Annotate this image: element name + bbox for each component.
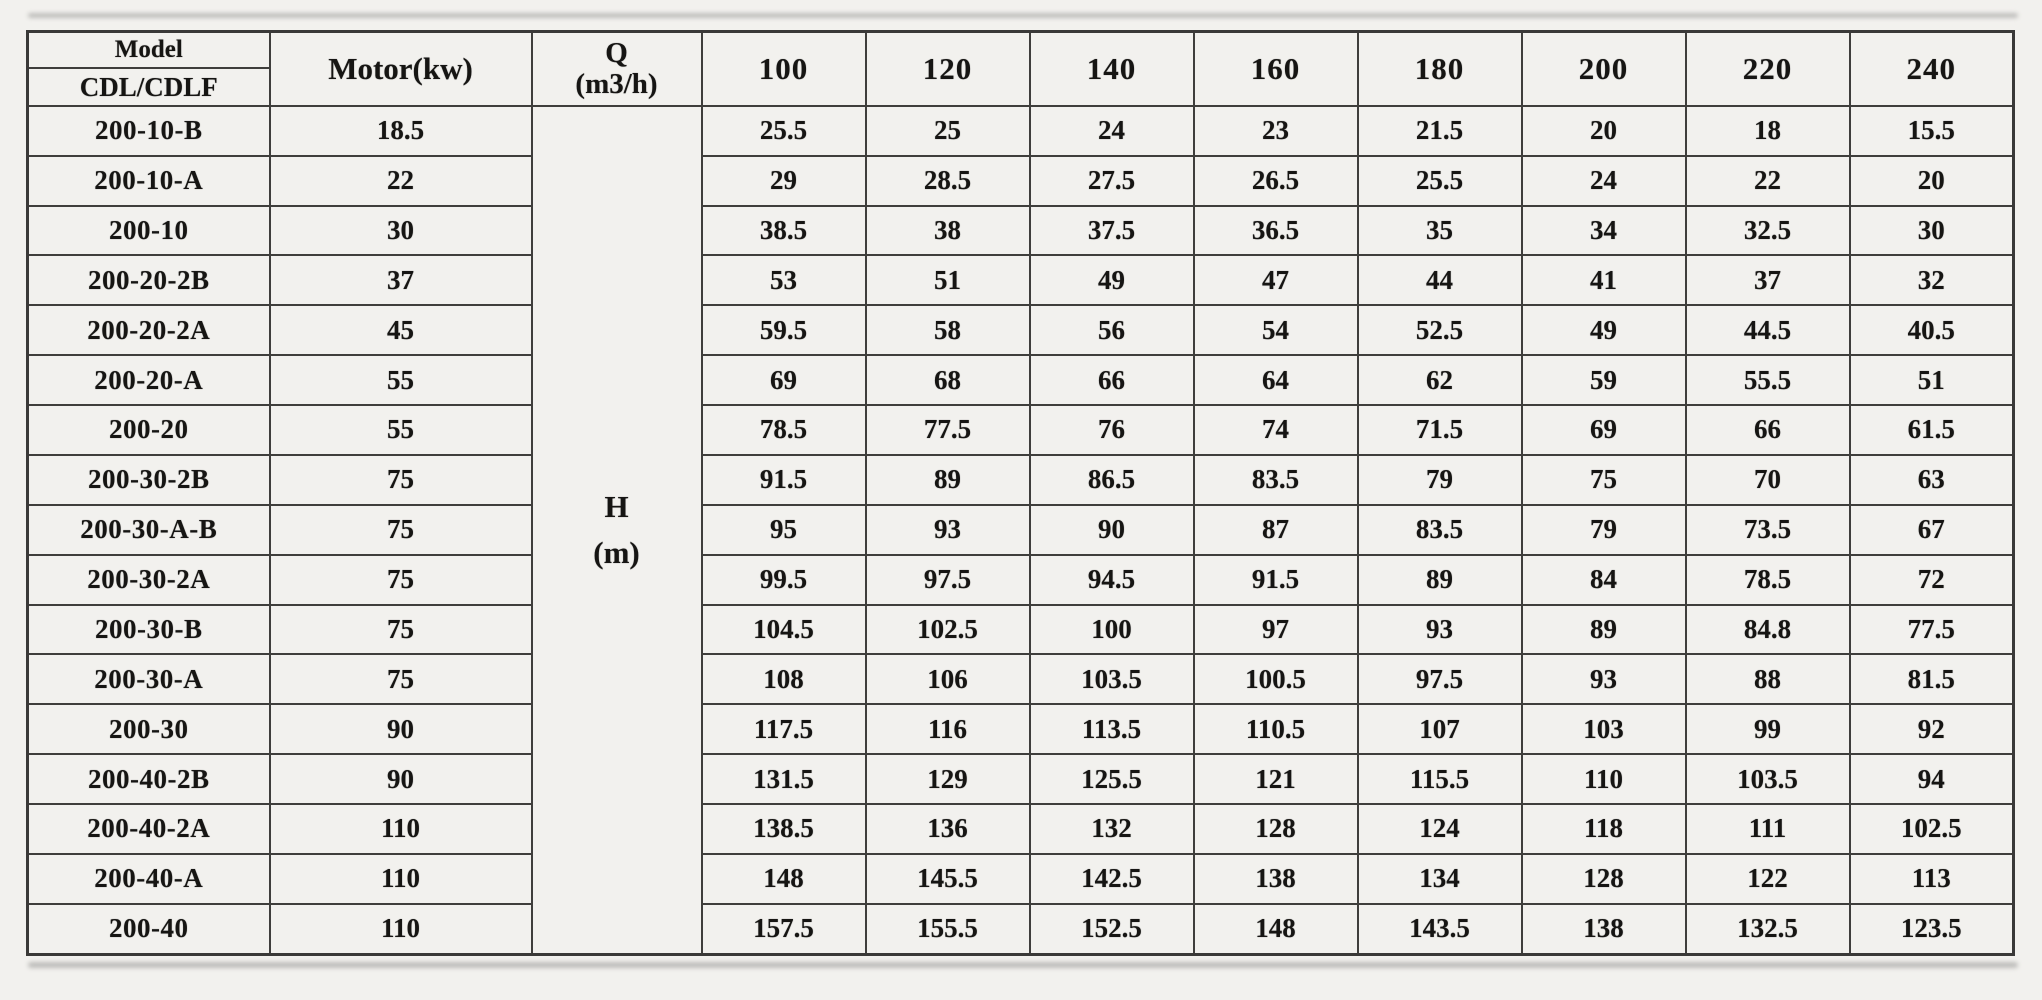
model-cell: 200-30-2A <box>28 555 270 605</box>
motor-power-cell: 75 <box>270 605 532 655</box>
head-value-cell: 37 <box>1686 255 1850 305</box>
motor-power-cell: 110 <box>270 904 532 955</box>
head-value-cell: 125.5 <box>1030 754 1194 804</box>
head-value-cell: 54 <box>1194 305 1358 355</box>
head-value-cell: 69 <box>1522 405 1686 455</box>
head-value-cell: 55.5 <box>1686 355 1850 405</box>
head-value-cell: 106 <box>866 654 1030 704</box>
head-value-cell: 78.5 <box>702 405 866 455</box>
head-value-cell: 113 <box>1850 854 2014 904</box>
head-value-cell: 83.5 <box>1194 455 1358 505</box>
head-value-cell: 36.5 <box>1194 206 1358 256</box>
head-value-cell: 97.5 <box>866 555 1030 605</box>
head-value-cell: 97 <box>1194 605 1358 655</box>
head-value-cell: 111 <box>1686 804 1850 854</box>
head-value-cell: 100 <box>1030 605 1194 655</box>
head-value-cell: 122 <box>1686 854 1850 904</box>
table-row <box>28 754 2014 804</box>
scan-artifact-bottom <box>28 962 2018 968</box>
head-value-cell: 128 <box>1522 854 1686 904</box>
head-value-cell: 138 <box>1194 854 1358 904</box>
model-cell: 200-10-A <box>28 156 270 206</box>
head-value-cell: 26.5 <box>1194 156 1358 206</box>
head-value-cell: 23 <box>1194 106 1358 156</box>
head-unit-cell <box>532 106 702 955</box>
head-value-cell: 128 <box>1194 804 1358 854</box>
motor-power-cell: 75 <box>270 455 532 505</box>
flow-header-240: 240 <box>1850 32 2014 106</box>
head-value-cell: 99.5 <box>702 555 866 605</box>
head-value-cell: 97.5 <box>1358 654 1522 704</box>
motor-power-cell: 37 <box>270 255 532 305</box>
head-value-cell: 78.5 <box>1686 555 1850 605</box>
head-value-cell: 76 <box>1030 405 1194 455</box>
head-value-cell: 38 <box>866 206 1030 256</box>
head-value-cell: 75 <box>1522 455 1686 505</box>
table-row <box>28 305 2014 355</box>
head-value-cell: 68 <box>866 355 1030 405</box>
flow-header-180: 180 <box>1358 32 1522 106</box>
head-value-cell: 20 <box>1850 156 2014 206</box>
head-value-cell: 59.5 <box>702 305 866 355</box>
head-value-cell: 64 <box>1194 355 1358 405</box>
head-value-cell: 108 <box>702 654 866 704</box>
head-value-cell: 29 <box>702 156 866 206</box>
table-row <box>28 405 2014 455</box>
head-value-cell: 53 <box>702 255 866 305</box>
head-value-cell: 30 <box>1850 206 2014 256</box>
head-value-cell: 58 <box>866 305 1030 355</box>
model-cell: 200-10 <box>28 206 270 256</box>
model-header-title: Model <box>29 33 269 69</box>
model-cell: 200-40-2B <box>28 754 270 804</box>
head-value-cell: 110.5 <box>1194 704 1358 754</box>
head-value-cell: 51 <box>866 255 1030 305</box>
model-cell: 200-30-A-B <box>28 505 270 555</box>
motor-power-cell: 110 <box>270 804 532 854</box>
head-value-cell: 44.5 <box>1686 305 1850 355</box>
motor-power-cell: 18.5 <box>270 106 532 156</box>
head-value-cell: 90 <box>1030 505 1194 555</box>
table-row <box>28 156 2014 206</box>
head-value-cell: 44 <box>1358 255 1522 305</box>
head-value-cell: 86.5 <box>1030 455 1194 505</box>
table-row <box>28 605 2014 655</box>
head-value-cell: 77.5 <box>866 405 1030 455</box>
head-value-cell: 32.5 <box>1686 206 1850 256</box>
head-value-cell: 77.5 <box>1850 605 2014 655</box>
head-value-cell: 91.5 <box>1194 555 1358 605</box>
head-value-cell: 92 <box>1850 704 2014 754</box>
head-value-cell: 79 <box>1358 455 1522 505</box>
head-value-cell: 47 <box>1194 255 1358 305</box>
head-value-cell: 35 <box>1358 206 1522 256</box>
motor-power-cell: 90 <box>270 704 532 754</box>
head-value-cell: 49 <box>1030 255 1194 305</box>
motor-header-cell: Motor(kw) <box>270 32 532 106</box>
head-value-cell: 18 <box>1686 106 1850 156</box>
table-row <box>28 904 2014 955</box>
head-value-cell: 24 <box>1522 156 1686 206</box>
head-value-cell: 34 <box>1522 206 1686 256</box>
head-value-cell: 148 <box>1194 904 1358 955</box>
model-cell: 200-20-A <box>28 355 270 405</box>
motor-power-cell: 75 <box>270 505 532 555</box>
head-value-cell: 93 <box>866 505 1030 555</box>
head-value-cell: 132.5 <box>1686 904 1850 955</box>
head-value-cell: 32 <box>1850 255 2014 305</box>
head-value-cell: 132 <box>1030 804 1194 854</box>
head-value-cell: 93 <box>1358 605 1522 655</box>
head-value-cell: 124 <box>1358 804 1522 854</box>
table-row <box>28 854 2014 904</box>
head-value-cell: 25.5 <box>702 106 866 156</box>
flow-symbol: Q <box>605 36 628 69</box>
head-value-cell: 52.5 <box>1358 305 1522 355</box>
head-value-cell: 129 <box>866 754 1030 804</box>
head-value-cell: 63 <box>1850 455 2014 505</box>
head-value-cell: 104.5 <box>702 605 866 655</box>
head-value-cell: 94.5 <box>1030 555 1194 605</box>
table-row <box>28 206 2014 256</box>
head-value-cell: 145.5 <box>866 854 1030 904</box>
model-cell: 200-30-A <box>28 654 270 704</box>
scan-artifact-top <box>28 13 2018 18</box>
head-value-cell: 41 <box>1522 255 1686 305</box>
head-value-cell: 61.5 <box>1850 405 2014 455</box>
head-value-cell: 89 <box>866 455 1030 505</box>
head-value-cell: 103.5 <box>1686 754 1850 804</box>
head-value-cell: 113.5 <box>1030 704 1194 754</box>
head-value-cell: 93 <box>1522 654 1686 704</box>
head-value-cell: 103.5 <box>1030 654 1194 704</box>
head-value-cell: 148 <box>702 854 866 904</box>
head-value-cell: 66 <box>1030 355 1194 405</box>
table-row <box>28 654 2014 704</box>
head-value-cell: 24 <box>1030 106 1194 156</box>
head-value-cell: 118 <box>1522 804 1686 854</box>
motor-power-cell: 55 <box>270 355 532 405</box>
head-symbol: H <box>604 489 629 525</box>
head-value-cell: 15.5 <box>1850 106 2014 156</box>
flow-header-160: 160 <box>1194 32 1358 106</box>
model-header-cell <box>28 32 270 106</box>
head-value-cell: 72 <box>1850 555 2014 605</box>
model-cell: 200-30 <box>28 704 270 754</box>
head-value-cell: 71.5 <box>1358 405 1522 455</box>
flow-header-120: 120 <box>866 32 1030 106</box>
flow-header-140: 140 <box>1030 32 1194 106</box>
head-value-cell: 138.5 <box>702 804 866 854</box>
table-row <box>28 355 2014 405</box>
table-row <box>28 255 2014 305</box>
motor-power-cell: 30 <box>270 206 532 256</box>
head-value-cell: 91.5 <box>702 455 866 505</box>
head-value-cell: 142.5 <box>1030 854 1194 904</box>
head-unit: (m) <box>593 534 640 570</box>
head-value-cell: 88 <box>1686 654 1850 704</box>
head-value-cell: 37.5 <box>1030 206 1194 256</box>
motor-power-cell: 110 <box>270 854 532 904</box>
head-value-cell: 107 <box>1358 704 1522 754</box>
head-value-cell: 70 <box>1686 455 1850 505</box>
model-cell: 200-40 <box>28 904 270 955</box>
head-value-cell: 89 <box>1358 555 1522 605</box>
head-value-cell: 152.5 <box>1030 904 1194 955</box>
model-cell: 200-40-A <box>28 854 270 904</box>
head-value-cell: 103 <box>1522 704 1686 754</box>
head-value-cell: 134 <box>1358 854 1522 904</box>
table-row <box>28 555 2014 605</box>
head-value-cell: 155.5 <box>866 904 1030 955</box>
table-row <box>28 106 2014 156</box>
flow-header-220: 220 <box>1686 32 1850 106</box>
table-row <box>28 704 2014 754</box>
head-value-cell: 74 <box>1194 405 1358 455</box>
motor-power-cell: 75 <box>270 555 532 605</box>
head-value-cell: 143.5 <box>1358 904 1522 955</box>
head-value-cell: 59 <box>1522 355 1686 405</box>
head-value-cell: 89 <box>1522 605 1686 655</box>
head-value-cell: 87 <box>1194 505 1358 555</box>
head-value-cell: 136 <box>866 804 1030 854</box>
head-value-cell: 99 <box>1686 704 1850 754</box>
head-value-cell: 27.5 <box>1030 156 1194 206</box>
head-value-cell: 20 <box>1522 106 1686 156</box>
motor-power-cell: 45 <box>270 305 532 355</box>
table-row <box>28 505 2014 555</box>
head-value-cell: 116 <box>866 704 1030 754</box>
model-cell: 200-20 <box>28 405 270 455</box>
model-cell: 200-30-2B <box>28 455 270 505</box>
model-cell: 200-10-B <box>28 106 270 156</box>
head-value-cell: 110 <box>1522 754 1686 804</box>
pump-performance-table <box>26 30 2015 956</box>
head-value-cell: 73.5 <box>1686 505 1850 555</box>
head-value-cell: 49 <box>1522 305 1686 355</box>
head-value-cell: 94 <box>1850 754 2014 804</box>
head-value-cell: 22 <box>1686 156 1850 206</box>
motor-power-cell: 22 <box>270 156 532 206</box>
head-value-cell: 117.5 <box>702 704 866 754</box>
head-value-cell: 40.5 <box>1850 305 2014 355</box>
head-value-cell: 115.5 <box>1358 754 1522 804</box>
model-series-label: CDL/CDLF <box>79 71 218 102</box>
head-value-cell: 100.5 <box>1194 654 1358 704</box>
head-value-cell: 83.5 <box>1358 505 1522 555</box>
flow-header-200: 200 <box>1522 32 1686 106</box>
motor-power-cell: 90 <box>270 754 532 804</box>
model-cell: 200-40-2A <box>28 804 270 854</box>
head-value-cell: 102.5 <box>1850 804 2014 854</box>
head-value-cell: 79 <box>1522 505 1686 555</box>
head-value-cell: 95 <box>702 505 866 555</box>
flow-unit: (m3/h) <box>575 68 658 101</box>
head-value-cell: 69 <box>702 355 866 405</box>
flow-header-cell <box>532 32 702 106</box>
table-row <box>28 804 2014 854</box>
head-value-cell: 51 <box>1850 355 2014 405</box>
head-value-cell: 38.5 <box>702 206 866 256</box>
head-value-cell: 131.5 <box>702 754 866 804</box>
head-value-cell: 81.5 <box>1850 654 2014 704</box>
head-value-cell: 123.5 <box>1850 904 2014 955</box>
head-value-cell: 102.5 <box>866 605 1030 655</box>
motor-power-cell: 55 <box>270 405 532 455</box>
head-value-cell: 84 <box>1522 555 1686 605</box>
head-value-cell: 84.8 <box>1686 605 1850 655</box>
model-cell: 200-20-2A <box>28 305 270 355</box>
header-row <box>28 32 2014 106</box>
head-value-cell: 25.5 <box>1358 156 1522 206</box>
head-value-cell: 157.5 <box>702 904 866 955</box>
head-value-cell: 62 <box>1358 355 1522 405</box>
head-value-cell: 138 <box>1522 904 1686 955</box>
head-value-cell: 121 <box>1194 754 1358 804</box>
head-value-cell: 67 <box>1850 505 2014 555</box>
head-value-cell: 25 <box>866 106 1030 156</box>
head-value-cell: 66 <box>1686 405 1850 455</box>
table-row <box>28 455 2014 505</box>
model-cell: 200-20-2B <box>28 255 270 305</box>
table-body <box>28 106 2014 955</box>
motor-power-cell: 75 <box>270 654 532 704</box>
head-value-cell: 56 <box>1030 305 1194 355</box>
model-cell: 200-30-B <box>28 605 270 655</box>
flow-header-100: 100 <box>702 32 866 106</box>
head-value-cell: 21.5 <box>1358 106 1522 156</box>
head-value-cell: 28.5 <box>866 156 1030 206</box>
